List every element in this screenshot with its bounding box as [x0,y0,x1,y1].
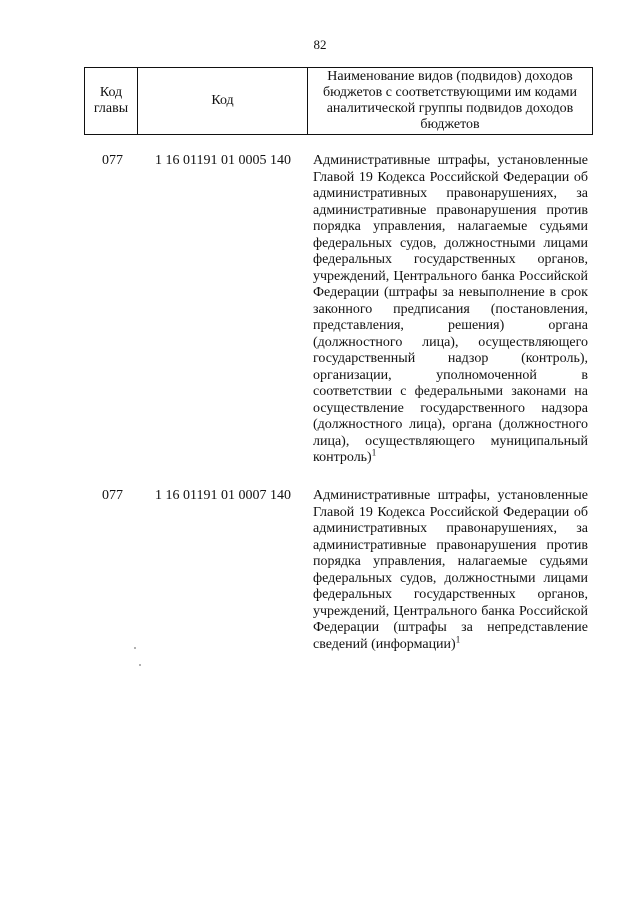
header-chapter-code: Код главы [85,68,138,134]
row-description-text: Административные штрафы, установленные Главой 19 Кодекса Российской Федерации об административных правонарушениях, за административные правонарушения против порядка управления, налагаемые судьями федеральных судов, должностными лицами федеральных государственных органов, учреждений, Центрального банка Российской Федерации (штрафы за непредставление сведений (информации) [313,488,588,652]
footnote-marker: 1 [371,447,377,458]
page-number: 82 [313,37,327,52]
row-chapter-code: 077 [102,488,123,503]
footnote-marker: 1 [455,633,461,644]
row-description-text: Административные штрафы, установленные Главой 19 Кодекса Российской Федерации об административных правонарушениях, за административные правонарушения против порядка управления, налагаемые судьями федеральных судов, должностными лицами федеральных государственных органов, учреждений, Центрального банка Российской Федерации (штрафы за невыполнение в срок законного предписания (постановления, представления, решения) органа (должностного лица), осуществляющего государственный надзор (контроль), организации, уполномоченной в соответствии с федеральными законами на осуществление государственного надзора (должностного лица), органа (должностного лица), осуществляющего муниципальный контроль) [313,153,588,465]
row-code: 1 16 01191 01 0005 140 [155,153,291,168]
row-description [313,153,588,467]
scan-speck [139,664,141,666]
scan-speck [134,647,136,649]
row-code: 1 16 01191 01 0007 140 [155,488,291,503]
header-code: Код [138,68,308,134]
table-header [84,67,593,135]
row-description [313,488,588,653]
header-name: Наименование видов (подвидов) доходов бюджетов с соответствующими им кодами аналитической группы подвидов доходов бюджетов [323,69,577,132]
row-chapter-code: 077 [102,153,123,168]
